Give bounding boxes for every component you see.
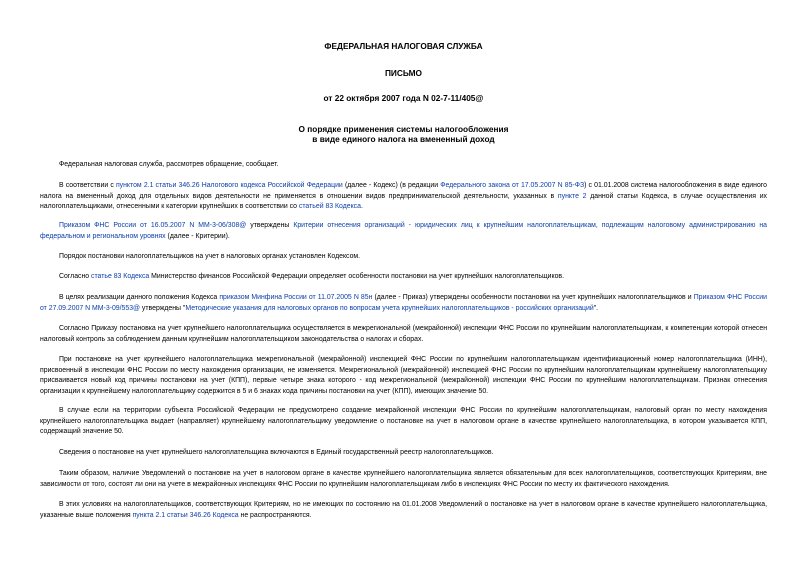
doc-type: ПИСЬМО bbox=[384, 68, 423, 78]
link-fns-order-553[interactable]: Приказом ФНС России от 27.09.2007 N ММ-3-09/553@ bbox=[40, 294, 767, 312]
link-methodical-guidelines[interactable]: Методические указания для налоговых органов по вопросам учета крупнейших налогоплательщиков - российских организаций bbox=[185, 304, 594, 312]
paragraph-text: ) с 01.01.2008 система налогообложения в виде единого налога на вмененный доход для отдельных видов деятельности не применяется в отношении видов предпринимательской деятельности, указанных в bbox=[40, 182, 767, 200]
link-article-83[interactable]: статье 83 Кодекса bbox=[91, 273, 150, 280]
paragraph-text: Порядок постановки налогоплательщиков на учет в налоговых органах установлен Кодексом. bbox=[59, 253, 361, 260]
paragraph-text: (далее - Приказ) утверждены особенности постановки на учет крупнейших налогоплательщиков и bbox=[372, 294, 694, 301]
paragraph-text: Министерство финансов Российской Федерации определяет особенности постановки на учет крупнейших налогоплательщиков. bbox=[149, 273, 564, 280]
paragraph-10 bbox=[40, 448, 767, 459]
paragraph-text: В этих условиях на налогоплательщиков, соответствующих Критериям, но не имеющих по состоянию на 01.01.2008 Уведомлений о постановке на учет в налоговом органе в качестве крупнейшего налогоплательщика, указанные выше положения bbox=[40, 501, 767, 519]
link-article-83[interactable]: статьей 83 Кодекса bbox=[298, 203, 361, 211]
paragraph-8 bbox=[40, 355, 767, 397]
paragraph-text: Согласно Приказу постановка на учет крупнейшего налогоплательщика осуществляется в межрегиональной (межрайонной) инспекции ФНС России по крупнейшим налогоплательщикам, к компетенции которой отнесен налоговый контроль за соблюдением данным крупнейшим налогоплательщиком законодательства о налогах и сборах. bbox=[40, 325, 767, 343]
paragraph-12 bbox=[40, 500, 767, 521]
paragraph-text: Таким образом, наличие Уведомлений о постановке на учет в налоговом органе в качестве крупнейшего налогоплательщика является обязательным для всех налогоплательщиков, соответствующих Критериям, вне зависимости от того, состоят ли они на учете в межрайонных инспекциях ФНС России по крупнейшим налогоплательщикам либо в инспекциях ФНС России по месту их фактического нахождения. bbox=[40, 470, 767, 488]
paragraph-text: ". bbox=[593, 304, 599, 312]
paragraph-text: В соответствии с bbox=[59, 182, 116, 189]
link-criteria[interactable]: Критерии отнесения организаций - юридических лиц к крупнейшим налогоплательщикам, подлежащим налоговому администрированию на федеральном и региональном уровнях bbox=[40, 222, 767, 240]
link-article-346-26-point-2-1[interactable]: пункта 2.1 статьи 346.26 Кодекса bbox=[132, 511, 239, 519]
paragraph-11 bbox=[40, 469, 767, 490]
paragraph-7 bbox=[40, 324, 767, 345]
paragraph-text: утверждены bbox=[246, 222, 294, 229]
paragraph-text: . bbox=[360, 203, 363, 211]
paragraph-text: В случае если на территории субъекта Российской Федерации не предусмотрено создание межрайонной инспекции ФНС России по крупнейшим налогоплательщикам, налоговый орган по месту нахождения крупнейшего налогоплательщика выдает (направляет) крупнейшему налогоплательщику уведомление о постановке на учет в налоговом органе в качестве крупнейшего налогоплательщика, в котором указывается КПП, содержащий значение 50. bbox=[40, 407, 767, 436]
link-article-346-26[interactable]: пунктом 2.1 статьи 346.26 Налогового кодекса Российской Федерации bbox=[115, 182, 343, 189]
doc-date-number: от 22 октября 2007 года N 02-7-11/405@ bbox=[323, 93, 484, 103]
paragraph-text: В целях реализации данного положения Кодекса bbox=[59, 294, 220, 301]
link-minfin-order-85n[interactable]: приказом Минфина России от 11.07.2005 N 85н bbox=[219, 294, 373, 301]
paragraph-text: Согласно bbox=[59, 273, 92, 280]
doc-title-line-1: О порядке применения системы налогообложения bbox=[298, 124, 509, 134]
paragraph-4 bbox=[40, 252, 767, 263]
paragraph-9 bbox=[40, 406, 767, 438]
paragraph-text: Сведения о постановке на учет крупнейшего налогоплательщика включаются в Единый государственный реестр налогоплательщиков. bbox=[59, 449, 494, 456]
paragraph-text: утверждены " bbox=[140, 304, 186, 312]
paragraph-6 bbox=[40, 293, 767, 314]
paragraph-text: При постановке на учет крупнейшего налогоплательщика межрегиональной (межрайонной) инспекцией ФНС России по крупнейшим налогоплательщикам идентификационный номер налогоплательщика (ИНН), присвоенный в инспекции ФНС России по месту нахождения организации, не изменяется. Межрегиональной (межрайонной) инспекцией ФНС России по крупнейшим налогоплательщикам крупнейшему налогоплательщику присваивается новый код причины постановки на учет (КПП), первые четыре знака которого - код межрегиональной (межрайонной) инспекции ФНС России по крупнейшим налогоплательщикам. Признак отнесения организации к крупнейшему налогоплательщику содержится в 5 и 6 знаках кода причины постановки на учет (КПП), имеющих значение 50. bbox=[40, 356, 767, 395]
link-point-2[interactable]: пункте 2 bbox=[557, 192, 587, 200]
paragraph-5 bbox=[40, 272, 767, 283]
paragraph-text: (далее - Критерии). bbox=[165, 232, 230, 240]
paragraph-3 bbox=[40, 221, 767, 242]
org-name: ФЕДЕРАЛЬНАЯ НАЛОГОВАЯ СЛУЖБА bbox=[324, 41, 483, 51]
paragraph-text: не распространяются. bbox=[238, 511, 312, 519]
paragraph-text: данной статьи Кодекса, в случае осуществления их налогоплательщиками, отнесенными к категории крупнейших в соответствии со bbox=[40, 192, 767, 211]
doc-title-line-2: в виде единого налога на вмененный доход bbox=[312, 134, 495, 144]
link-fns-order-308[interactable]: Приказом ФНС России от 16.05.2007 N ММ-3-06/308@ bbox=[59, 222, 247, 229]
paragraph-2 bbox=[40, 181, 767, 213]
link-federal-law-85fz[interactable]: Федерального закона от 17.05.2007 N 85-ФЗ bbox=[440, 182, 585, 189]
paragraph-text: (далее - Кодекс) (в редакции bbox=[342, 182, 441, 189]
paragraph-text: Федеральная налоговая служба, рассмотрев обращение, сообщает. bbox=[59, 161, 279, 168]
paragraph-1 bbox=[40, 160, 767, 171]
